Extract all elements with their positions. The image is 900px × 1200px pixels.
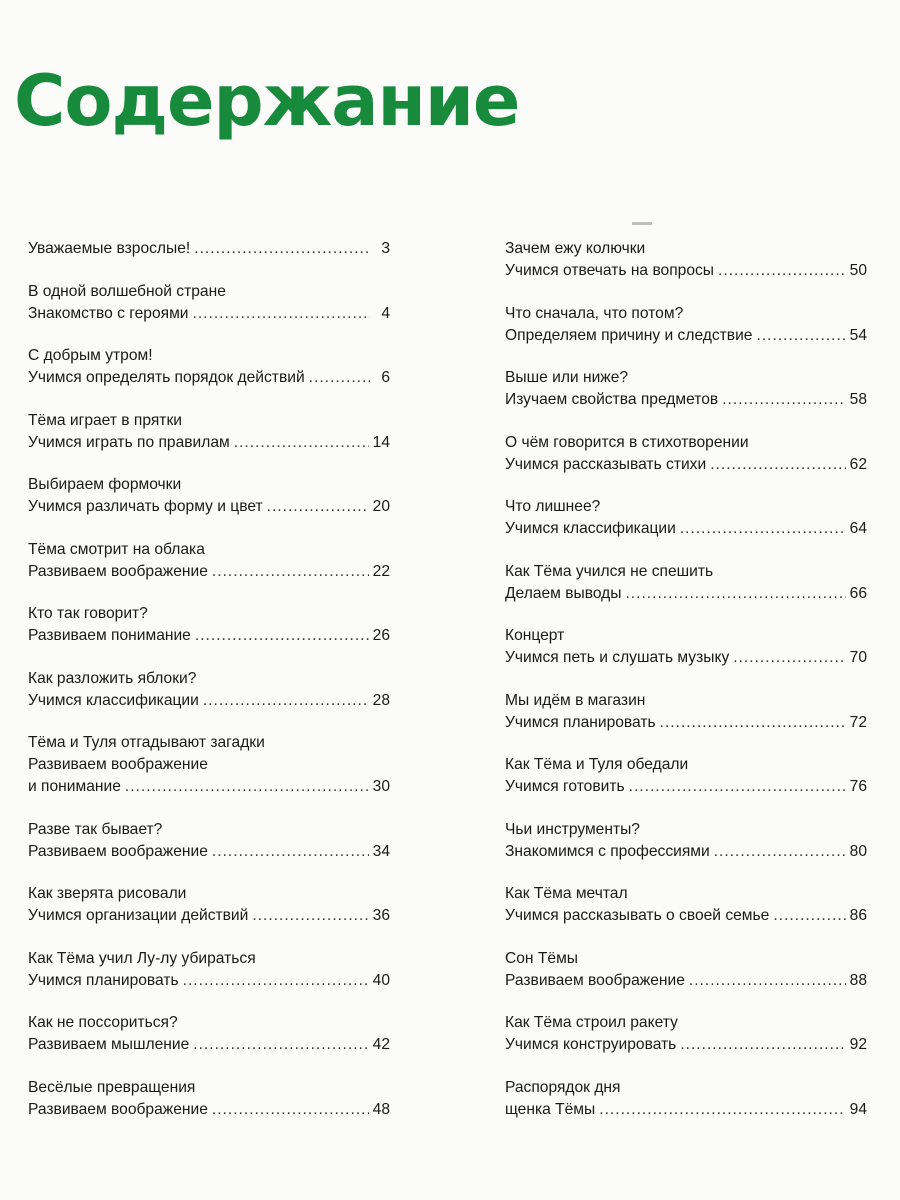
toc-entry-line: Тёма играет в прятки xyxy=(28,411,182,429)
toc-page-number: 72 xyxy=(849,713,867,731)
toc-entry xyxy=(28,883,390,927)
toc-entry-line: Весёлые превращения xyxy=(28,1078,196,1096)
toc-entry-line: Как зверята рисовали xyxy=(28,885,187,902)
toc-page-number: 26 xyxy=(372,627,390,644)
toc-entry-line: Учимся петь и слушать музыку xyxy=(505,649,730,666)
toc-entry-line: Учимся классификации xyxy=(505,520,676,537)
toc-entry-line: Мы идём в магазин xyxy=(505,691,646,709)
dot-leader xyxy=(252,905,368,927)
toc-entry-line: Как Тёма учился не спешить xyxy=(505,562,714,580)
toc-entry-line: и понимание xyxy=(28,778,121,795)
toc-entry-last-line xyxy=(28,432,390,454)
toc-entry-line: Развиваем воображение xyxy=(28,562,208,580)
toc-page-number: 28 xyxy=(372,691,390,709)
toc-entry xyxy=(505,819,867,863)
toc-entry-last-line xyxy=(28,238,390,260)
toc-page-number: 34 xyxy=(372,842,390,860)
toc-entry xyxy=(28,1077,390,1121)
toc-entry-line: Развиваем воображение xyxy=(28,1100,208,1118)
dot-leader xyxy=(193,1034,368,1056)
toc-entry-last-line xyxy=(28,496,390,518)
toc-entry-line: Делаем выводы xyxy=(505,584,622,602)
toc-entry-last-line xyxy=(28,690,390,712)
toc-entry-line: Зачем ежу колючки xyxy=(505,240,646,257)
dot-leader xyxy=(625,583,845,605)
dot-leader xyxy=(756,325,845,347)
toc-entry-line: Изучаем свойства предметов xyxy=(505,391,719,408)
toc-entry-line: Учимся различать форму и цвет xyxy=(28,498,263,515)
toc-entry-line: Учимся определять порядок действий xyxy=(28,369,305,386)
dot-leader xyxy=(733,647,845,669)
toc-entry xyxy=(505,690,867,734)
toc-entry-line: Как разложить яблоки? xyxy=(28,669,197,687)
toc-page-number: 80 xyxy=(849,842,867,860)
toc-entry-line: Развиваем воображение xyxy=(28,842,208,860)
toc-entry-line: Учимся готовить xyxy=(505,778,625,795)
toc-entry-last-line xyxy=(505,776,867,798)
toc-entry-line: щенка Тёмы xyxy=(505,1100,596,1118)
toc-entry xyxy=(505,1012,867,1056)
toc-page-number: 62 xyxy=(849,455,867,473)
toc-page-number: 70 xyxy=(849,649,867,666)
toc-entry-last-line xyxy=(505,325,867,347)
toc-entry-last-line xyxy=(28,625,390,647)
toc-entry-line: Учимся классификации xyxy=(28,691,199,709)
toc-entry-line: Что сначала, что потом? xyxy=(505,304,684,322)
toc-page-number: 86 xyxy=(849,907,867,924)
toc-page-number: 92 xyxy=(849,1036,867,1053)
toc-entry-line: Развиваем понимание xyxy=(28,627,191,644)
dot-leader xyxy=(680,518,846,540)
toc-entry-line: Знакомство с героями xyxy=(28,304,189,322)
toc-entry xyxy=(28,732,390,798)
dot-leader xyxy=(267,496,369,518)
toc-entry-last-line xyxy=(28,841,390,863)
toc-entry-line: Учимся играть по правилам xyxy=(28,433,230,451)
dot-leader xyxy=(714,841,846,863)
toc-entry-line: Чьи инструменты? xyxy=(505,820,640,838)
toc-page-number: 3 xyxy=(381,240,390,257)
toc-entry xyxy=(28,819,390,863)
toc-entry xyxy=(28,281,390,325)
toc-page-number: 88 xyxy=(849,971,867,989)
toc-entry-line: Определяем причину и следствие xyxy=(505,326,753,344)
toc-entry-last-line xyxy=(505,1099,867,1121)
dot-leader xyxy=(599,1099,845,1121)
toc-right-column xyxy=(505,238,867,1141)
dot-leader xyxy=(722,389,845,411)
toc-entry xyxy=(28,474,390,518)
dot-leader xyxy=(212,841,369,863)
dot-leader xyxy=(125,776,369,798)
toc-entry-line: Сон Тёмы xyxy=(505,949,579,967)
toc-entry-last-line xyxy=(28,367,390,389)
toc-entry-line: Как Тёма учил Лу-лу убираться xyxy=(28,949,256,967)
dot-leader xyxy=(718,260,846,282)
toc-entry xyxy=(28,539,390,583)
toc-entry xyxy=(505,496,867,540)
toc-page-number: 30 xyxy=(372,778,390,795)
toc-entry-line: Развиваем воображение xyxy=(28,756,208,773)
toc-entry xyxy=(28,668,390,712)
toc-entry-last-line xyxy=(28,561,390,583)
toc-entry-last-line xyxy=(505,389,867,411)
toc-page-number: 48 xyxy=(372,1100,390,1118)
toc-entry-last-line xyxy=(505,583,867,605)
toc-entry-line: Тёма и Туля отгадывают загадки xyxy=(28,734,265,751)
toc-entry-line: Развиваем мышление xyxy=(28,1036,190,1053)
toc-entry-line: Знакомимся с профессиями xyxy=(505,842,710,860)
toc-entry xyxy=(505,432,867,476)
dot-leader xyxy=(680,1034,845,1056)
toc-entry xyxy=(28,238,390,260)
dot-leader xyxy=(203,690,369,712)
toc-entry xyxy=(28,345,390,389)
dot-leader xyxy=(212,1099,369,1121)
toc-entry-last-line xyxy=(505,454,867,476)
toc-page-number: 36 xyxy=(372,907,390,924)
toc-entry xyxy=(505,883,867,927)
toc-page-number: 50 xyxy=(849,262,867,279)
toc-page-number: 22 xyxy=(372,562,390,580)
toc-entry xyxy=(28,603,390,647)
toc-entry-line: Разве так бывает? xyxy=(28,820,163,838)
toc-entry-line: Тёма смотрит на облака xyxy=(28,540,205,558)
toc-page-number: 76 xyxy=(849,778,867,795)
page-title: Содержание xyxy=(14,60,520,142)
toc-entry-line: Учимся рассказывать о своей семье xyxy=(505,907,770,924)
toc-entry xyxy=(505,1077,867,1121)
toc-entry-line: Выше или ниже? xyxy=(505,369,629,386)
toc-entry-last-line xyxy=(28,970,390,992)
toc-entry xyxy=(28,948,390,992)
toc-entry-line: Как Тёма мечтал xyxy=(505,885,628,902)
toc-entry-line: Выбираем формочки xyxy=(28,476,182,493)
toc-entry-last-line xyxy=(28,1034,390,1056)
toc-page-number: 42 xyxy=(372,1036,390,1053)
print-speck xyxy=(632,222,652,225)
toc-page-number: 54 xyxy=(849,326,867,344)
toc-entry-line: С добрым утром! xyxy=(28,347,153,364)
toc-entry-last-line xyxy=(505,647,867,669)
toc-entry-line: Как не поссориться? xyxy=(28,1014,178,1031)
toc-entry-line: Как Тёма и Туля обедали xyxy=(505,756,689,773)
dot-leader xyxy=(309,367,370,389)
toc-page-number: 14 xyxy=(372,433,390,451)
dot-leader xyxy=(193,303,370,325)
toc-page-number: 4 xyxy=(381,304,390,322)
dot-leader xyxy=(194,238,370,260)
toc-page-number: 20 xyxy=(372,498,390,515)
toc-entry-line: Учимся рассказывать стихи xyxy=(505,455,707,473)
dot-leader xyxy=(689,970,846,992)
toc-page-number: 58 xyxy=(849,391,867,408)
toc-entry xyxy=(505,754,867,798)
toc-entry-last-line xyxy=(505,841,867,863)
toc-entry xyxy=(505,625,867,669)
toc-entry-line: В одной волшебной стране xyxy=(28,282,226,300)
toc-entry-line: Уважаемые взрослые! xyxy=(28,240,191,257)
toc-entry xyxy=(505,367,867,411)
toc-entry-last-line xyxy=(28,303,390,325)
dot-leader xyxy=(629,776,846,798)
toc-entry-line: О чём говорится в стихотворении xyxy=(505,433,749,451)
toc-entry-line: Учимся конструировать xyxy=(505,1036,677,1053)
toc-entry-line: Как Тёма строил ракету xyxy=(505,1014,678,1031)
toc-entry-line: Учимся организации действий xyxy=(28,907,249,924)
toc-entry-last-line xyxy=(505,712,867,734)
dot-leader xyxy=(660,712,846,734)
toc-page-number: 40 xyxy=(372,971,390,989)
toc-entry-last-line xyxy=(505,970,867,992)
toc-entry-line: Концерт xyxy=(505,627,565,644)
toc-entry-last-line xyxy=(28,1099,390,1121)
toc-entry xyxy=(505,948,867,992)
toc-entry-last-line xyxy=(505,260,867,282)
dot-leader xyxy=(773,905,845,927)
toc-page-number: 66 xyxy=(849,584,867,602)
toc-entry xyxy=(28,1012,390,1056)
toc-entry-line: Распорядок дня xyxy=(505,1078,621,1096)
toc-entry-line: Учимся отвечать на вопросы xyxy=(505,262,715,279)
dot-leader xyxy=(212,561,369,583)
dot-leader xyxy=(234,432,369,454)
toc-entry-last-line xyxy=(505,905,867,927)
toc-entry-last-line xyxy=(505,518,867,540)
toc-entry-last-line xyxy=(28,776,390,798)
toc-entry-last-line xyxy=(28,905,390,927)
toc-entry xyxy=(28,410,390,454)
toc-page-number: 64 xyxy=(849,520,867,537)
toc-entry xyxy=(505,561,867,605)
toc-entry-line: Учимся планировать xyxy=(28,971,179,989)
dot-leader xyxy=(710,454,845,476)
toc-entry-line: Развиваем воображение xyxy=(505,971,685,989)
toc-left-column xyxy=(28,238,390,1141)
toc-entry-line: Что лишнее? xyxy=(505,498,601,515)
toc-entry-line: Кто так говорит? xyxy=(28,605,148,622)
toc-entry xyxy=(505,303,867,347)
dot-leader xyxy=(183,970,369,992)
toc-entry xyxy=(505,238,867,282)
dot-leader xyxy=(195,625,369,647)
toc-page-number: 94 xyxy=(849,1100,867,1118)
toc-page-number: 6 xyxy=(381,369,390,386)
toc-entry-line: Учимся планировать xyxy=(505,713,656,731)
toc-entry-last-line xyxy=(505,1034,867,1056)
